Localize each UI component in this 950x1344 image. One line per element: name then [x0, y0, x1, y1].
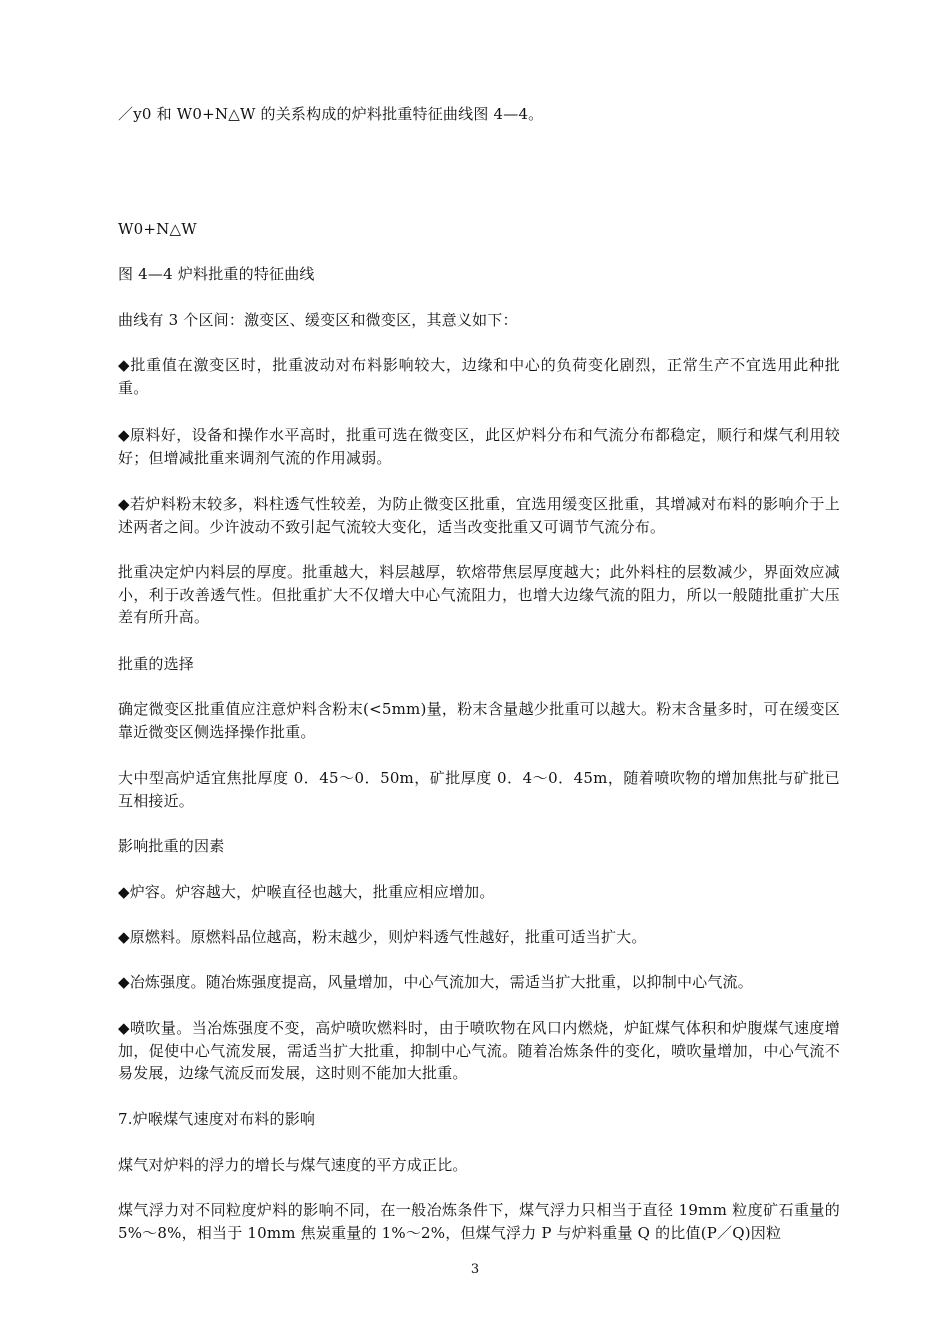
- paragraph-fines-content: 确定微变区批重值应注意炉料含粉末(<5mm)量，粉末含量越少批重可以越大。粉末含量多时，可在缓变区靠近微变区侧选择操作批重。: [118, 700, 840, 741]
- paragraph-gas-buoyancy: 煤气对炉料的浮力的增长与煤气速度的平方成正比。: [118, 1156, 468, 1174]
- bullet-injection-rate: ◆喷吹量。当冶炼强度不变，高炉喷吹燃料时，由于喷吹物在风口内燃烧，炉缸煤气体积和炉腹煤气速度增加，促使中心气流发展，需适当扩大批重，抑制中心气流。随着冶炼条件的变化，喷吹量增加，中心气流不易发展，边缘气流反而发展，这时则不能加大批重。: [118, 1019, 840, 1082]
- bullet-micro-zone: ◆原料好，设备和操作水平高时，批重可选在微变区，此区炉料分布和气流分布都稳定，顺行和煤气利用较好；但增减批重来调剂气流的作用减弱。: [118, 426, 840, 467]
- bullet-furnace-volume: ◆炉容。炉容越大，炉喉直径也越大，批重应相应增加。: [118, 883, 495, 901]
- paragraph-curve-zones: 曲线有 3 个区间：激变区、缓变区和微变区，其意义如下：: [118, 311, 518, 329]
- figure-caption: 图 4—4 炉料批重的特征曲线: [118, 265, 315, 283]
- figure-axis-label: W0+N△W: [118, 220, 197, 238]
- paragraph-batch-thickness: 批重决定炉内料层的厚度。批重越大，料层越厚，软熔带焦层厚度越大；此外料柱的层数减少，界面效应减小，利于改善透气性。但批重扩大不仅增大中心气流阻力，也增大边缘气流的阻力，所以一般随批重扩大压差有所升高。: [118, 563, 840, 626]
- heading-batch-selection: 批重的选择: [118, 655, 195, 673]
- bullet-slow-zone: ◆若炉料粉末较多，料柱透气性较差，为防止微变区批重，宜选用缓变区批重，其增减对布料的影响介于上述两者之间。少许波动不致引起气流较大变化，适当改变批重又可调节气流分布。: [118, 495, 840, 536]
- page-number: 3: [470, 1262, 480, 1277]
- bullet-smelting-intensity: ◆冶炼强度。随冶炼强度提高，风量增加，中心气流加大，需适当扩大批重，以抑制中心气流。: [118, 973, 753, 991]
- heading-batch-factors: 影响批重的因素: [118, 837, 225, 855]
- heading-throat-gas-velocity: 7.炉喉煤气速度对布料的影响: [118, 1110, 316, 1128]
- paragraph-batch-layer-thickness: 大中型高炉适宜焦批厚度 0．45～0．50m，矿批厚度 0．4～0．45m，随着喷吹物的增加焦批与矿批已互相接近。: [118, 769, 840, 810]
- bullet-raw-fuel: ◆原燃料。原燃料品位越高，粉末越少，则炉料透气性越好，批重可适当扩大。: [118, 928, 647, 946]
- paragraph-curve-intro: ／y0 和 W0+N△W 的关系构成的炉料批重特征曲线图 4—4。: [118, 105, 544, 123]
- paragraph-buoyancy-particle-size: 煤气浮力对不同粒度炉料的影响不同，在一般冶炼条件下，煤气浮力只相当于直径 19mm 粒度矿石重量的 5%～8%，相当于 10mm 焦炭重量的 1%～2%，但煤气浮力 P 与炉料重量 Q 的比值(P／Q)因粒: [118, 1201, 840, 1242]
- bullet-rapid-zone: ◆批重值在激变区时，批重波动对布料影响较大，边缘和中心的负荷变化剧烈，正常生产不宜选用此种批重。: [118, 356, 840, 397]
